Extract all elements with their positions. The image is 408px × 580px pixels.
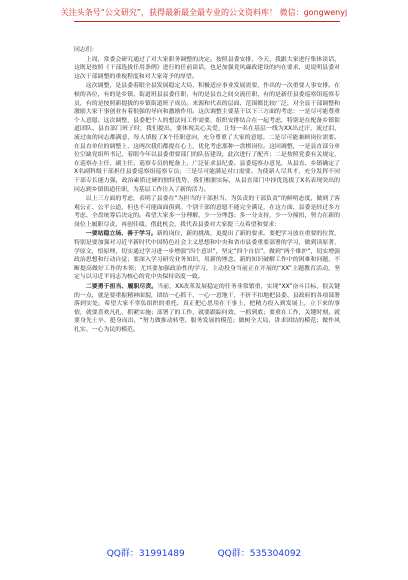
- footer-qq-group-1: QQ群：31991489: [106, 549, 185, 559]
- footer: [0, 548, 408, 560]
- section-1-body: 新的岗位，新的挑战，更提出了新的要求。要把学习放在重要的位置，特别是要加强对习近平新时代中国特色社会主义思想和中央和省市县委重要部署的学习，做到读原著，学原文，悟原理，切实通过学习进一步增强“四个意识”，坚定“四个自信”，做到“两个维护”，切实增强政治思想和行动自觉；要深入学习研究业务知识，用新的理念、新的知识破解工作中的困难和问题，不断提高做好工作的本领；尤其要加强政治性的学习，主动投身当前正在开展的“XX”主题教育活动，坚定与以习近平同志为核心的党中央保持高度一致。: [74, 231, 341, 281]
- section-2-heading: 二要勇于担当、履职尽责。: [85, 284, 158, 291]
- section-1-heading: 一要站稳立场、善于学习。: [85, 231, 157, 238]
- footer-qq-group-2: QQ群：535304092: [217, 549, 302, 559]
- section-2-body: 当前，XX改革发展稳定的任务非常繁重，实现“XX”奋斗目标，很关键的一点，就是要重振精神面貌，团结一心抓干，一心一意地干，不折不扣地把县委、县政府的各项部署落到实处。希望大家不辜负组织的重托，真正把心思用在干事上，把精力投入到发展上，立下来的事情，就要喜欢凡扎、抓紧实施；部署了的工作，就要跟踪问效、一抓到底；要重在工作，关键时刻，就要身先士卒、挺身而出，“努力做推动转型、服务发展的模范；做树全大局、讲求团结的模范；做作风扎实、一心为民的模范。: [74, 284, 341, 333]
- paragraph-1: 上周，常委会研究通过了对大家职务调整的决定。按照县委安排，今天，我跟大家进行集体谈话，这既是按照《干部选拔任用条例》进行的任前谈话，也是加强党风廉政建设的内在要求，更说明县委对这次干部调整的重视程度和对大家寄予的厚望。: [74, 56, 340, 80]
- section-1: [74, 230, 340, 282]
- header-banner: 关注头条号“公文研究”，获得最新最全最专业的公文资料库！ 微信：gongwenyj: [60, 8, 348, 17]
- salutation: 同志们：: [74, 47, 98, 53]
- paragraph-3: 以上三方面的考虑，表明了县委在“为担当的干部担当、为负责的干部负责”的鲜明态度，做到了客观公正、公平公道，但也不可能面面俱到。个别干部的意愿不能完全满足，在这方面，县委是经过多方考虑、全盘统筹后决定的。希望大家多一分理解，少一分埋怨；多一分支持，少一分撞扭，努力在新的岗位上履职尽责，再创佳绩。借此机会，我代表县委对大家提三点希望和要求：: [74, 196, 340, 228]
- section-2: [74, 283, 340, 335]
- paragraph-2: 这次调整，是县委着眼全县发展稳定大局，积极适应事业发展需要，作出的一次重要人事安排。在候的各位，有的是乡镇、街道班县县委任职，有的是县直之间交流任职，有的是新任县委巡察组巡察专员，有的是按照新提拔的乡镇街道班子成员。来源和代表的层面、范围都比较广泛，对全县干部调整和激励大家干事创业有着很强的导向和激励作用。这次调整主要基于以下三方面的考虑：一是尽可能尊重个人意愿。这次调整，县委把个人的想法同工作需要，组织安排结合在一起考虑，特别是在配备乡镇街道团队、县直部门班子时，我们提出，要体现关心关爱，让每一名在基层一线为XX出过汗、流过泪、流过血的同志都满意，每人填报了X个任职意向，充分尊重了大家的意愿。二是尽可能兼顾岗位需要。在县直单位的调整上，这两次我们都提在心上，优化考虑那种一盘棋岗位。这回调整，一是县直部分单位空缺党组所书记，着眼今年以县委重要部门的队伍建设，此次进行了配齐；二是按照党委有关规定，在巡察办主任、副主任、巡察专员的配备上，广泛征求县纪委、县委巡察办意见，从县直、乡镇确定了X名副科级干部担任县委巡察组巡察专员；三是尽可能满足对口需要。为使新人尽其才，充分发挥不同干部专长能力强，政治素质过硬的独特优势，我们根据实际，从县直部门中择优选拔了X名表现突出的同志到乡镇街道任职，为基层工作注入了新的活力。: [74, 83, 340, 193]
- document-body: [74, 46, 340, 335]
- header-divider: [74, 21, 340, 22]
